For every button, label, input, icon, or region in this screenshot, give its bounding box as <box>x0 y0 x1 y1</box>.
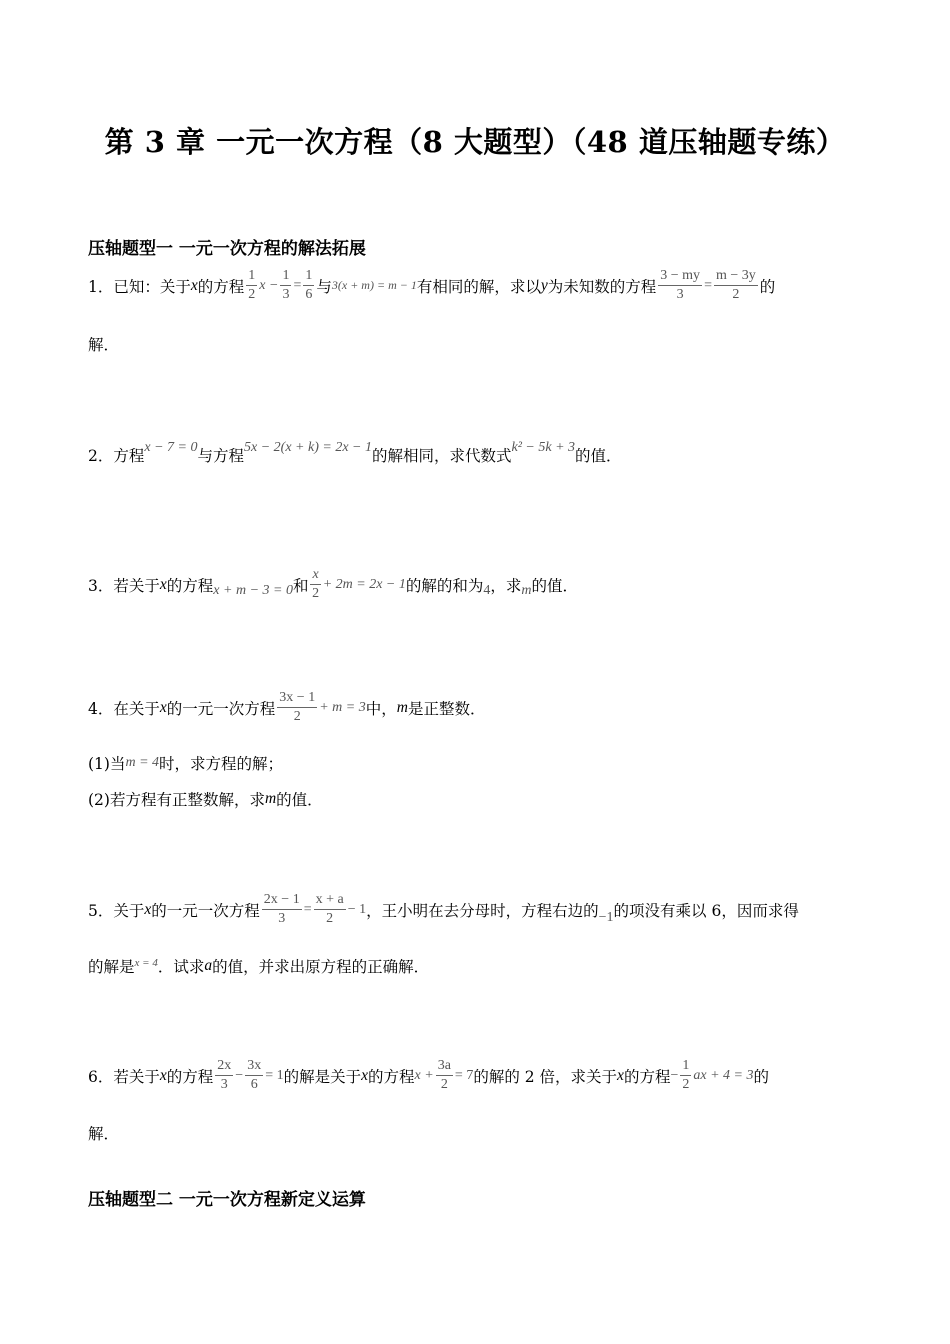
text: 的解的 2 倍，求关于 <box>473 1067 618 1086</box>
fraction <box>280 268 291 303</box>
denominator: 2 <box>248 287 256 302</box>
math: = <box>704 277 712 293</box>
fraction <box>277 690 317 725</box>
numerator: x + a <box>314 892 346 910</box>
denominator: 2 <box>293 709 301 724</box>
fraction <box>314 892 346 927</box>
question-6-cont <box>88 1122 119 1144</box>
numerator: 3x − 1 <box>277 690 317 708</box>
text: 是正整数． <box>407 699 486 718</box>
question-3 <box>88 567 578 602</box>
denominator: 2 <box>440 1077 448 1092</box>
denominator: 2 <box>326 911 334 926</box>
section-heading-1: 压轴题型一 一元一次方程的解法拓展 <box>88 239 366 259</box>
text: 的方程 <box>197 277 245 296</box>
variable: x <box>190 276 198 294</box>
math: ax + 4 = 3 <box>693 1067 754 1083</box>
text: 时，求方程的解； <box>159 755 284 773</box>
math: − <box>670 1067 679 1083</box>
page-title: 第 3 章 一元一次方程（8 大题型）（48 道压轴题专练） <box>104 125 846 159</box>
variable: a <box>204 957 213 974</box>
math: − <box>235 1067 244 1083</box>
question-2 <box>88 440 622 466</box>
text: (1)当 <box>88 755 126 773</box>
variable: x <box>159 575 167 593</box>
text: 的方程 <box>623 1067 671 1086</box>
text: 为未知数的方程 <box>547 277 657 296</box>
numerator: 2x <box>215 1058 233 1076</box>
text: 的值． <box>276 791 323 809</box>
fraction <box>436 1058 453 1093</box>
math: k² − 5k + 3 <box>511 440 576 455</box>
question-4 <box>88 690 485 725</box>
question-5-cont <box>88 955 429 977</box>
text: 与方程 <box>197 447 245 465</box>
math: x − 7 = 0 <box>144 440 198 455</box>
text: 的解相同，求代数式 <box>371 447 512 465</box>
denominator: 3 <box>282 287 290 302</box>
fraction <box>245 1058 263 1093</box>
math: m = 4 <box>125 755 160 770</box>
text: 方程 <box>113 447 145 465</box>
question-number: 5． <box>88 901 114 920</box>
denominator: 2 <box>682 1077 690 1092</box>
question-number: 2． <box>88 447 114 465</box>
text: 若关于 <box>113 576 160 595</box>
question-4-part-2 <box>88 788 323 810</box>
variable: x <box>617 1066 624 1084</box>
fraction <box>310 567 320 602</box>
math: = <box>293 277 302 293</box>
math: = 7 <box>454 1067 474 1083</box>
text: 的 <box>753 1067 769 1086</box>
text: 的项没有乘以 6，因而求得 <box>613 901 799 920</box>
math: − 1 <box>347 901 367 917</box>
fraction <box>303 268 314 303</box>
denominator: 2 <box>732 287 740 302</box>
math: x = 4 <box>134 957 158 969</box>
text: 与 <box>316 277 332 296</box>
variable: m <box>264 790 277 807</box>
denominator: 2 <box>312 586 320 601</box>
fraction <box>215 1058 233 1093</box>
fraction <box>680 1058 691 1093</box>
text: 关于 <box>113 901 145 920</box>
math: x + <box>414 1067 434 1083</box>
denominator: 6 <box>305 287 313 302</box>
denominator: 3 <box>676 287 684 302</box>
numerator: 3x <box>245 1058 263 1076</box>
question-number: 1． <box>88 277 114 296</box>
question-number: 4． <box>88 699 114 718</box>
text: 的解是 <box>88 958 135 976</box>
math: + 2m = 2x − 1 <box>322 576 406 592</box>
numerator: 2x − 1 <box>262 892 302 910</box>
text: 有相同的解，求以 <box>416 277 541 296</box>
text: 的值． <box>531 576 579 595</box>
numerator: x <box>310 567 320 585</box>
math: −1 <box>598 909 614 925</box>
question-5 <box>88 892 799 927</box>
numerator: m − 3y <box>714 268 758 286</box>
text: 的方程 <box>166 1067 214 1086</box>
question-number: 6． <box>88 1067 114 1086</box>
math: m <box>521 582 532 598</box>
variable: m <box>396 698 408 716</box>
numerator: 3 − my <box>658 268 702 286</box>
math: 3(x + m) = m − 1 <box>331 278 417 292</box>
text: ，王小明在去分母时，方程右边的 <box>366 901 599 920</box>
math: = 1 <box>265 1067 284 1083</box>
denominator: 3 <box>220 1077 228 1092</box>
numerator: 3a <box>436 1058 453 1076</box>
text: 的解是关于 <box>283 1067 362 1086</box>
denominator: 3 <box>278 911 286 926</box>
math: x − <box>259 277 279 293</box>
math: + m = 3 <box>319 699 366 715</box>
text: 的 <box>759 277 776 296</box>
fraction <box>246 268 257 303</box>
question-6 <box>88 1058 769 1093</box>
text: (2)若方程有正整数解，求 <box>88 791 265 809</box>
math: = <box>303 901 312 917</box>
text: 的一元一次方程 <box>151 901 260 920</box>
numerator: 1 <box>246 268 257 286</box>
fraction <box>714 268 758 303</box>
question-1 <box>88 268 775 303</box>
text: 的方程 <box>368 1067 415 1086</box>
fraction <box>262 892 302 927</box>
variable: x <box>159 1066 167 1084</box>
text: 解． <box>88 1125 120 1143</box>
text: 在关于 <box>113 699 160 718</box>
question-number: 3． <box>88 576 114 595</box>
text: 的一元一次方程 <box>166 699 276 718</box>
math: 5x − 2(x + k) = 2x − 1 <box>244 440 372 455</box>
text: 的解的和为 <box>405 576 484 595</box>
question-1-cont <box>88 333 119 355</box>
question-4-part-1 <box>88 752 283 774</box>
variable: x <box>361 1066 369 1084</box>
math: x + m − 3 = 0 <box>213 582 293 598</box>
text: 和 <box>292 576 309 595</box>
text: 解． <box>88 336 120 354</box>
numerator: 1 <box>280 268 291 286</box>
text: 若关于 <box>113 1067 160 1086</box>
text: ，求 <box>490 576 522 595</box>
text: 的值． <box>575 447 622 465</box>
text: 的值，并求出原方程的正确解． <box>212 958 430 976</box>
section-heading-2: 压轴题型二 一元一次方程新定义运算 <box>88 1190 366 1210</box>
variable: x <box>144 900 152 918</box>
fraction <box>658 268 702 303</box>
numerator: 1 <box>680 1058 691 1076</box>
denominator: 6 <box>250 1077 258 1092</box>
numerator: 1 <box>303 268 314 286</box>
text: 中， <box>365 699 397 718</box>
variable: x <box>159 698 167 716</box>
text: ．试求 <box>157 958 205 976</box>
text: 已知：关于 <box>113 277 191 296</box>
text: 的方程 <box>166 576 214 595</box>
variable: y <box>540 276 548 294</box>
math: 4 <box>483 582 491 598</box>
